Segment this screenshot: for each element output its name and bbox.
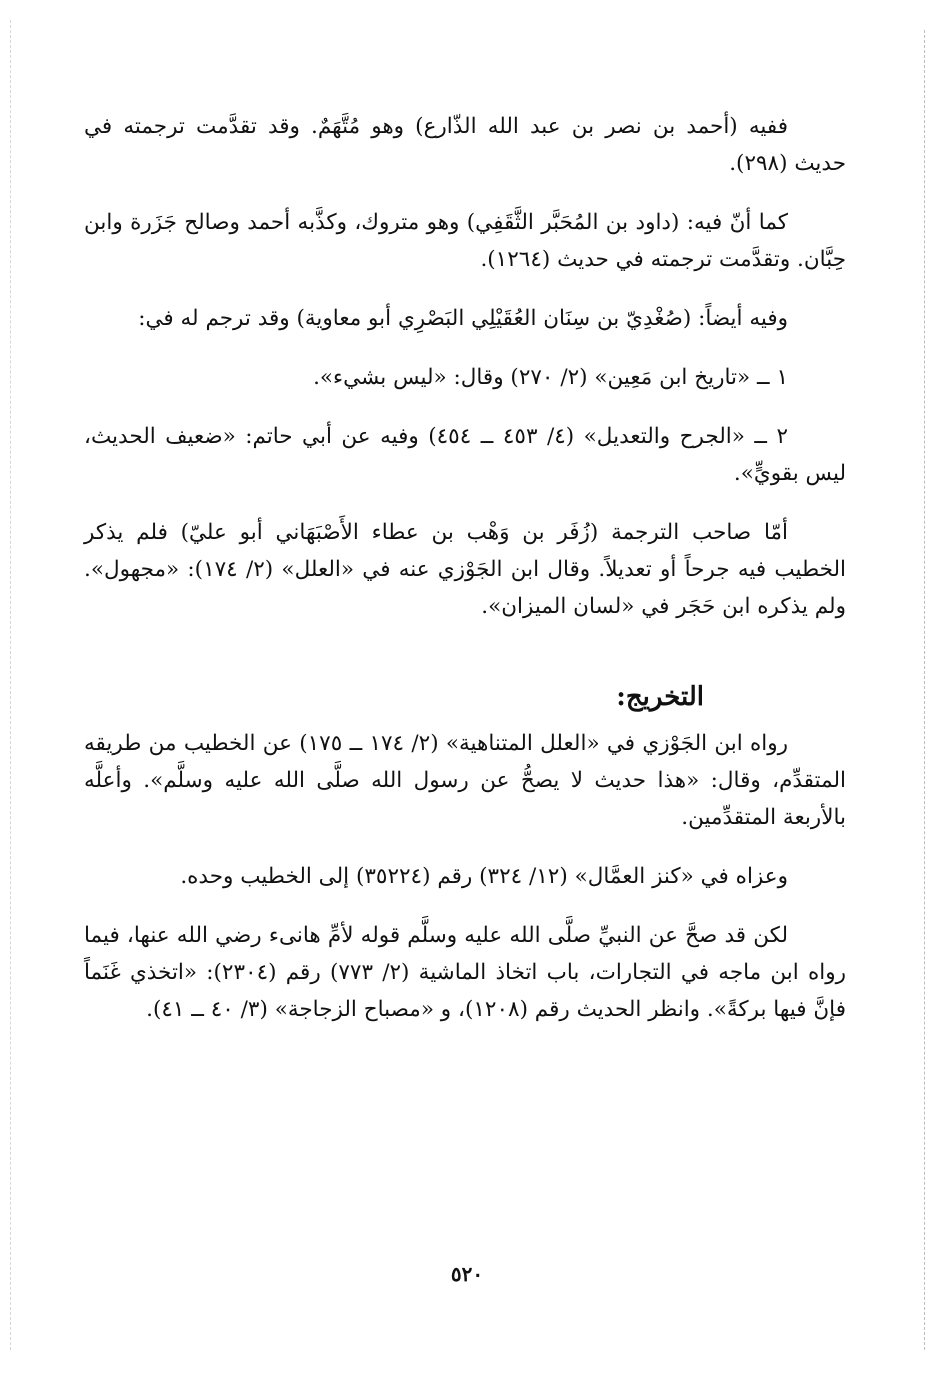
page-number: ٥٢٠ [450,1262,484,1286]
paragraph-subject-zufar: أمّا صاحب الترجمة (زُفَر بن وَهْب بن عطاء الأَصْبَهَاني أبو عليّ) فلم يذكر الخطيب فيه جرحاً أو تعديلاً. وقال ابن الجَوْزي عنه في «العلل» (٢/ ١٧٤): «مجهول». ولم يذكره ابن حَجَر في «لسان الميزان». [84,520,846,619]
paragraph-ibn-majah: لكن قد صحَّ عن النبيِّ صلَّى الله عليه وسلَّم قوله لأمِّ هانىء رضي الله عنها، فيما رواه ابن ماجه في التجارات، باب اتخاذ الماشية (٢/ ٧٧٣) رقم (٢٣٠٤): «اتخذي غَنَماً فإنَّ فيها بركةً». وانظر الحديث رقم (١٢٠٨)، و «مصباح الزجاجة» (٣/ ٤٠ ــ ٤١). [84,923,846,1022]
scan-edge-line-right [924,30,925,1350]
page-body [84,108,846,1050]
paragraph-narrator-dawud: كما أنّ فيه: (داود بن المُحَبَّر الثَّقَفِي) وهو متروك، وكذَّبه أحمد وصالح جَزَرة وابن حِبَّان. وتقدَّمت ترجمته في حديث (١٢٦٤). [84,210,846,272]
paragraph-kanz-ummal: وعزاه في «كنز العمَّال» (١٢/ ٣٢٤) رقم (٣٥٢٢٤) إلى الخطيب وحده. [180,864,788,889]
list-item-2: ٢ ــ «الجرح والتعديل» (٤/ ٤٥٣ ــ ٤٥٤) وفيه عن أبي حاتم: «ضعيف الحديث، ليس بقويٍّ». [84,424,846,486]
section-heading-takhrij: التخريج: [616,682,704,712]
paragraph-narrator-sughdi: وفيه أيضاً: (صُغْدِيّ بن سِنَان العُقَيْلِي البَصْرِي أبو معاوية) وقد ترجم له في: [138,306,788,331]
scan-edge-line-left [10,20,11,1350]
paragraph-narrator-ahmad: ففيه (أحمد بن نصر بن عبد الله الذّارع) وهو مُتَّهَمٌ. وقد تقدَّمت ترجمته في حديث (٢٩٨). [84,114,846,176]
paragraph-takhrij-ibn-jawzi: رواه ابن الجَوْزي في «العلل المتناهية» (٢/ ١٧٤ ــ ١٧٥) عن الخطيب من طريقه المتقدِّم، وقال: «هذا حديث لا يصحُّ عن رسول الله صلَّى الله عليه وسلَّم». وأعلَّه بالأربعة المتقدِّمين. [84,731,846,830]
list-item-1: ١ ــ «تاريخ ابن مَعِين» (٢/ ٢٧٠) وقال: «ليس بشيء». [313,365,788,390]
